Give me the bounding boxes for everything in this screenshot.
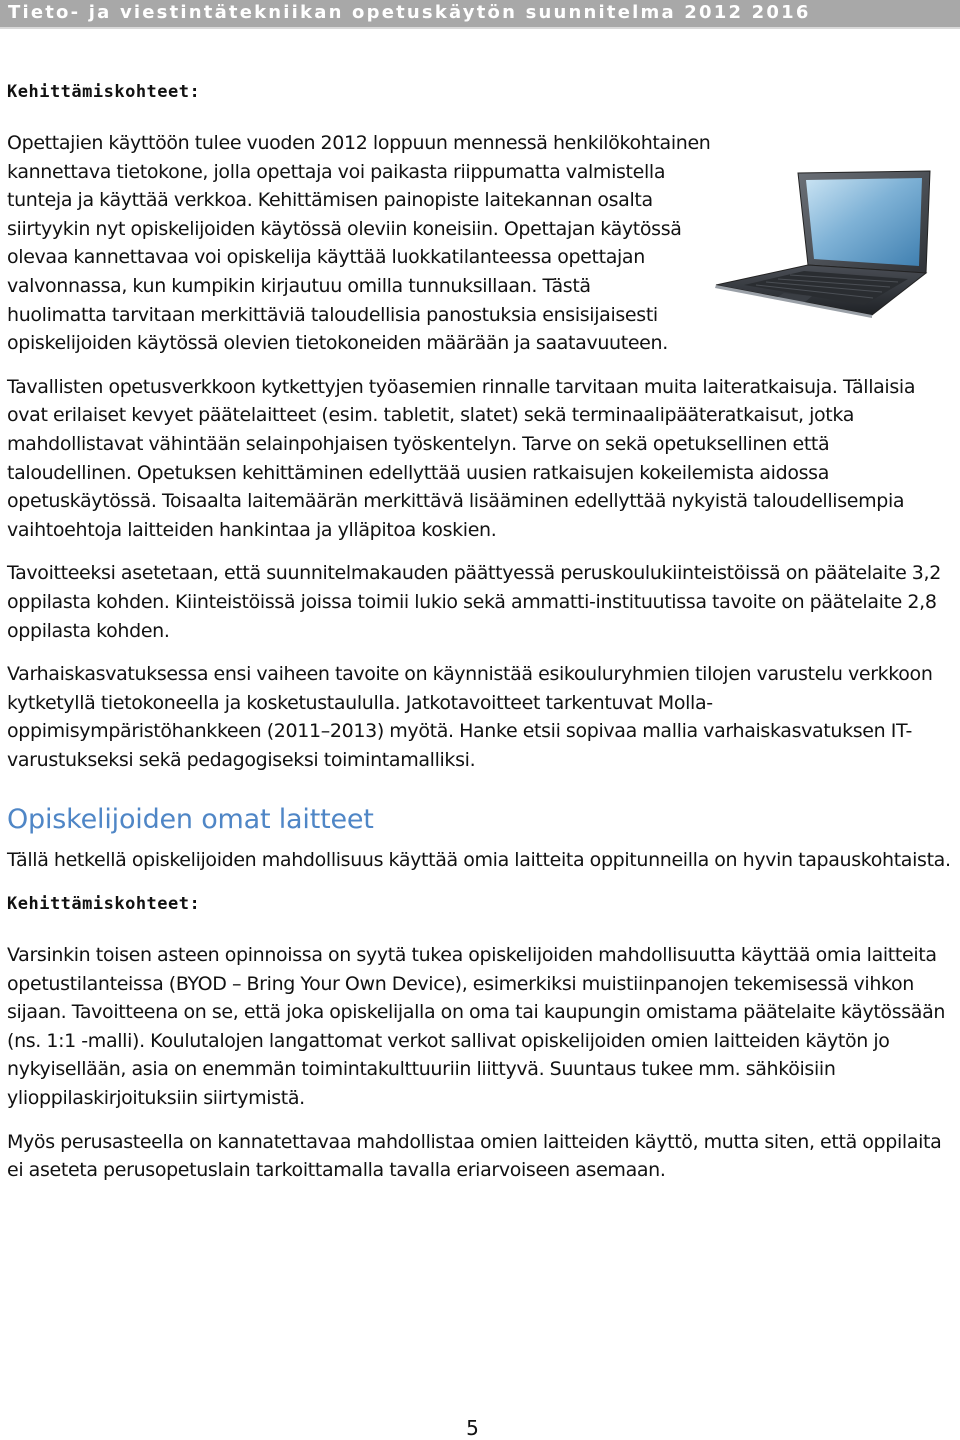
development-targets-label: Kehittämiskohteet:: [7, 894, 201, 915]
paragraph: Varhaiskasvatuksessa ensi vaiheen tavoite on käynnistää esikouluryhmien tilojen varustelu verkkoon kytketyllä tietokoneella ja kosketustaululla. Jatkotavoitteet tarkentuvat Molla-oppimisympäristöhankkeen (2011–2013) myötä. Hanke etsii sopivaa mallia varhaiskasvatuksen IT-varustukseksi sekä pedagogiseksi toimintamalliksi.: [7, 663, 933, 771]
paragraph: Tavoitteeksi asetetaan, että suunnitelmakauden päättyessä peruskoulukiinteistöissä on päätelaite 3,2 oppilasta kohden. Kiinteistöissä joissa toimii lukio sekä ammatti-instituutissa tavoite on päätelaite 2,8 oppilasta kohden.: [7, 562, 941, 642]
paragraph: Varsinkin toisen asteen opinnoissa on syytä tukea opiskelijoiden mahdollisuutta käyttää omia laitteita opetustilanteissa (BYOD – Bring Your Own Device), esimerkiksi muistiinpanojen tekemisessä vihkon sijaan. Tavoitteena on se, että joka opiskelijalla on oma tai kaupungin omistama päätelaite käytössään (ns. 1:1 -malli). Koulutalojen langattomat verkot sallivat opiskelijoiden omien laitteiden käytön jo nykyisellään, asia on enemmän toimintakulttuuriin liittyvä. Suuntaus tukee mm. sähköisiin ylioppilaskirjoituksiin siirtymistä.: [7, 944, 946, 1110]
page-header: [0, 0, 960, 29]
page-number: 5: [466, 1416, 479, 1440]
paragraph: Tällä hetkellä opiskelijoiden mahdollisuus käyttää omia laitteita oppitunneilla on hyvin tapauskohtaista.: [7, 849, 951, 872]
page-content: [7, 78, 952, 1200]
development-targets-label: Kehittämiskohteet:: [7, 82, 201, 102]
document-title: Tieto- ja viestintätekniikan opetuskäytön suunnitelma 2012 2016: [8, 2, 811, 23]
paragraph: Tavallisten opetusverkkoon kytkettyjen työasemien rinnalle tarvitaan muita laiteratkaisuja. Tällaisia ovat erilaiset kevyet päätelaitteet (esim. tabletit, slatet) sekä terminaalipääteratkaisut, jotka mahdollistavat vähintään selainpohjaisen työskentelyn. Tarve on sekä opetuksellinen että taloudellinen. Opetuksen kehittäminen edellyttää uusien ratkaisujen kokeilemista aidossa opetuskäytössä. Toisaalta laitemäärän merkittävä lisääminen edellyttää nykyistä taloudellisempia vaihtoehtoja laitteiden hankintaa ja ylläpitoa koskien.: [7, 375, 916, 541]
laptop-icon: [712, 169, 942, 319]
section-heading: Opiskelijoiden omat laitteet: [7, 804, 374, 836]
paragraph: Myös perusasteella on kannatettavaa mahdollistaa omien laitteiden käyttö, mutta siten, että oppilaita ei aseteta perusopetuslain tarkoittamalla tavalla eriarvoiseen asemaan.: [7, 1130, 942, 1182]
paragraph: Opettajien käyttöön tulee vuoden 2012 loppuun mennessä henkilökohtainen kannettava tietokone, jolla opettaja voi paikasta riippumatta valmistella tunteja ja käyttää verkkoa. Kehittämisen painopiste laitekannan osalta siirtyykin nyt opiskelijoiden käytössä oleviin koneisiin. Opettajan käytössä olevaa kannettavaa voi opiskelija käyttää luokkatilanteessa opettajan valvonnassa, kun kumpikin kirjautuu omilla tunnuksillaan. Tästä huolimatta tarvitaan merkittäviä taloudellisia panostuksia ensisijaisesti opiskelijoiden käytössä olevien tietokoneiden määrään ja saatavuuteen.: [7, 132, 711, 355]
